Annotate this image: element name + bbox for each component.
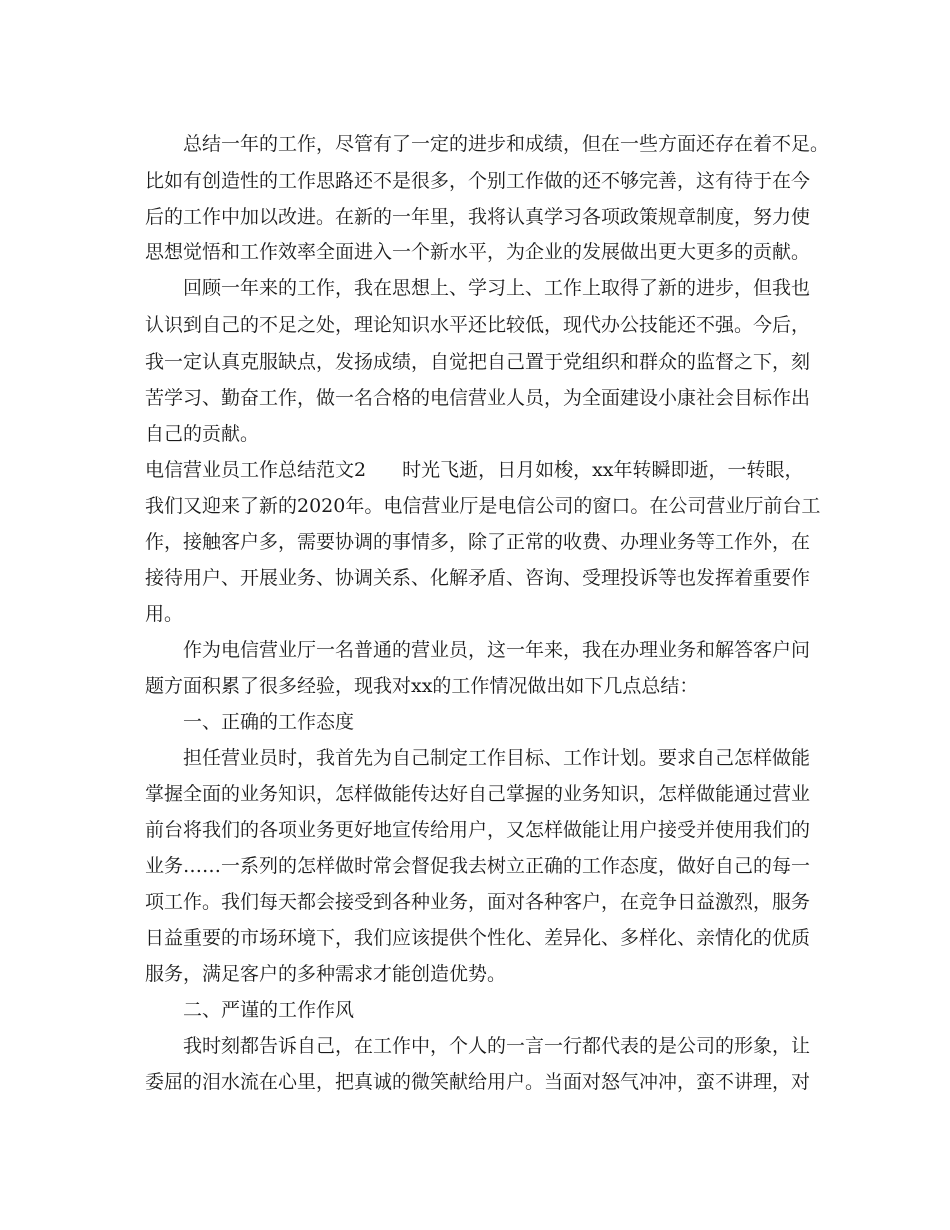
text-line: 作为电信营业厅一名普通的营业员，这一年来，我在办理业务和解答客户问 [183, 639, 811, 661]
subheading: 二、严谨的工作作风 [183, 999, 355, 1021]
text-line: 回顾一年来的工作，我在思想上、学习上、工作上取得了新的进步，但我也 [183, 277, 811, 299]
text-line: 我时刻都告诉自己，在工作中，个人的一言一行都代表的是公司的形象，让 [183, 1035, 811, 1057]
text-line: 日益重要的市场环境下，我们应该提供个性化、差异化、多样化、亲情化的优质 [145, 927, 811, 949]
text-line: 我们又迎来了新的2020年。电信营业厅是电信公司的窗口。在公司营业厅前台工 [145, 495, 821, 517]
text-line: 前台将我们的各项业务更好地宣传给用户，又怎样做能让用户接受并使用我们的 [145, 819, 811, 841]
text-line: 认识到自己的不足之处，理论知识水平还比较低，现代办公技能还不强。今后， [145, 314, 811, 336]
subheading: 一、正确的工作态度 [183, 711, 355, 733]
text-line: 用。 [145, 603, 184, 625]
text-line: 时光飞逝，日月如梭，xx年转瞬即逝，一转眼， [402, 459, 804, 481]
text-line: 服务，满足客户的多种需求才能创造优势。 [145, 963, 507, 985]
text-line: 我一定认真克服缺点，发扬成绩，自觉把自己置于党组织和群众的监督之下，刻 [145, 351, 811, 373]
text-line: 业务……一系列的怎样做时常会督促我去树立正确的工作态度，做好自己的每一 [145, 855, 811, 877]
text-line: 委屈的泪水流在心里，把真诚的微笑献给用户。当面对怒气冲冲，蛮不讲理，对 [145, 1071, 811, 1093]
text-line: 担任营业员时，我首先为自己制定工作目标、工作计划。要求自己怎样做能 [183, 747, 811, 769]
section-title-line [145, 458, 804, 482]
section-title: 电信营业员工作总结范文2 [145, 459, 367, 481]
text-line: 自己的贡献。 [145, 423, 260, 445]
text-line: 总结一年的工作，尽管有了一定的进步和成绩，但在一些方面还存在着不足。 [183, 133, 830, 155]
text-line: 项工作。我们每天都会接受到各种业务，面对各种客户，在竞争日益激烈，服务 [145, 891, 811, 913]
text-line: 比如有创造性的工作思路还不是很多，个别工作做的还不够完善，这有待于在今 [145, 170, 811, 192]
text-line: 后的工作中加以改进。在新的一年里，我将认真学习各项政策规章制度，努力使 [145, 206, 811, 228]
text-line: 苦学习、勤奋工作，做一名合格的电信营业人员，为全面建设小康社会目标作出 [145, 387, 811, 409]
text-line: 思想觉悟和工作效率全面进入一个新水平，为企业的发展做出更大更多的贡献。 [145, 241, 811, 263]
text-line: 掌握全面的业务知识，怎样做能传达好自己掌握的业务知识，怎样做能通过营业 [145, 783, 811, 805]
text-line: 作，接触客户多，需要协调的事情多，除了正常的收费、办理业务等工作外，在 [145, 531, 811, 553]
text-line: 接待用户、开展业务、协调关系、化解矛盾、咨询、受理投诉等也发挥着重要作 [145, 567, 811, 589]
text-line: 题方面积累了很多经验，现我对xx的工作情况做出如下几点总结： [145, 675, 699, 697]
